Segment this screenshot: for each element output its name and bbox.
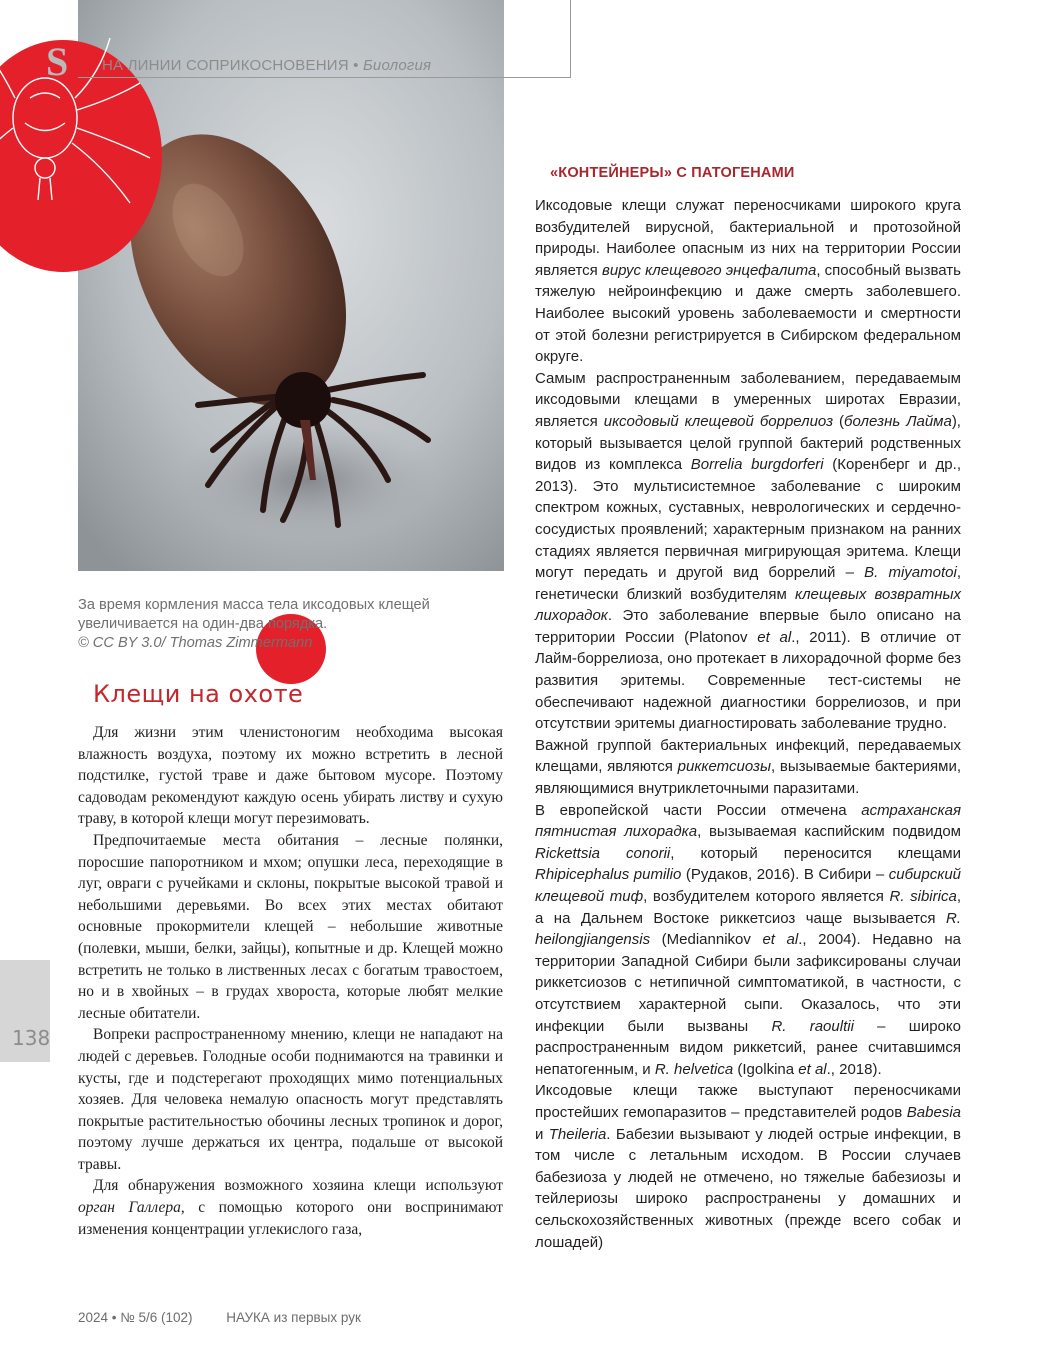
paragraph: [78, 722, 503, 830]
section-heading: Клещи на охоте: [93, 680, 304, 708]
caption-line: За время кормления масса тела иксодовых клещей: [78, 597, 430, 613]
section-logo: S: [46, 39, 69, 84]
text-run: (Igolkina: [733, 1060, 799, 1078]
text-run: , способный вызвать тяжелую нейроинфекцию и даже смерть заболевшего. Наиболее высокий уровень заболеваемости и смертности от этой болезни регистрируется в Сибирском федеральном округе.: [535, 261, 961, 366]
text-run: Для жизни этим членистоногим необходима высокая влажность воздуха, поэтому их можно встретить в лесной подстилке, густой траве и даже бытовом мусоре. Поэтому садоводам рекомендуют каждую осень убирать листву и сухую траву, в которой клещи могут перезимовать.: [78, 724, 503, 828]
italic-term: et al: [757, 628, 792, 646]
italic-term: иксодовый клещевой боррелиоз: [603, 412, 834, 430]
italic-term: R. raoultii: [771, 1017, 854, 1035]
rubric-section: Биология: [362, 57, 432, 74]
left-column-text: [78, 722, 503, 1240]
rubric-title: НА ЛИНИИ СОПРИКОСНОВЕНИЯ: [102, 57, 349, 74]
text-run: ., 2011). В отличие от Лайм-боррелиоза, оно протекает в лихорадочной форме без развития эритемы. Современные тест-системы не обеспечивают надежной диагностики боррелиозов, и при отсутствии эритемы диагностировать заболевание трудно.: [535, 628, 961, 733]
text-run: , возбудителем которого является: [643, 888, 890, 905]
rubric-bullet: •: [353, 57, 359, 74]
paragraph: [535, 800, 961, 1081]
text-run: Вопреки распространенному мнению, клещи не нападают на людей с деревьев. Голодные особи поднимаются на травинки и кусты, где и подстерегают проходящих мимо потенциальных хозяев. Для человека немалую опасность могут представлять покрытые растительностью обочины лесных тропинок и дорог, поэтому лучше держаться их центра, подальше от высокой травы.: [78, 1026, 503, 1173]
text-run: (Mediannikov: [650, 931, 763, 949]
paragraph: [78, 830, 503, 1024]
text-run: (: [833, 412, 845, 430]
text-run: – широко распространенным видом риккетсий, ранее считавшимся непатогенным, и: [535, 1017, 961, 1078]
paragraph: [78, 1024, 503, 1175]
photo-credit: © CC BY 3.0/ Thomas Zimmermann: [78, 635, 313, 651]
text-run: . Это заболевание впервые было описано на территории России (Platonov: [535, 607, 961, 646]
paragraph: [535, 1080, 961, 1253]
text-run: Предпочитаемые места обитания – лесные полянки, поросшие папоротником и мхом; опушки леса, переходящие в луг, овраги с ручейками и склоны, покрытые высокой травой и небольшими деревьями. Во всех этих местах обитают основные прокормители клещей – небольшие животные (полевки, мыши, белки, зайцы), копытные и др. Клещей можно встретить не только в лиственных лесах с богатым травостоем, но и в хвойных – в грудах хвороста, которые любят мелкие лесные обитатели.: [78, 831, 503, 1022]
italic-term: et al: [798, 1060, 827, 1078]
header-rubric: [102, 57, 431, 74]
paragraph: [78, 1175, 503, 1240]
footer-magazine: НАУКА из первых рук: [226, 1310, 361, 1325]
italic-term: B. miyamotoi: [864, 564, 957, 582]
paragraph: [535, 735, 961, 800]
italic-term: риккетсиозы: [677, 758, 772, 776]
italic-term: R. helvetica: [654, 1060, 734, 1078]
italic-term: Rickettsia conorii: [535, 844, 671, 862]
italic-term: болезнь Лайма: [844, 412, 952, 430]
text-run: В европейской части России отмечена: [535, 801, 862, 819]
text-run: , генетически близкий возбудителям: [535, 564, 961, 603]
italic-term: Rhipicephalus pumilio: [535, 866, 682, 884]
text-run: Для обнаружения возможного хозяина клещи используют: [93, 1177, 503, 1195]
text-run: Иксодовые клещи служат переносчиками широкого круга возбудителей вирусной, бактериальной и протозойной природы. Наиболее опасным из них на территории России является: [535, 197, 961, 279]
text-run: Важной группой бактериальных инфекций, передаваемых клещами, являются: [535, 736, 961, 776]
italic-term: R. heilongjiangensis: [535, 909, 961, 949]
caption-line: увеличивается на один-два порядка.: [78, 616, 328, 632]
text-run: и: [535, 1125, 549, 1143]
italic-term: Babesia: [906, 1103, 961, 1121]
page-number: 138: [12, 1026, 51, 1050]
text-run: ., 2018).: [826, 1060, 882, 1078]
italic-term: R. sibirica: [889, 888, 957, 905]
italic-term: орган Галлера: [78, 1199, 181, 1217]
footer-issue: 2024 • № 5/6 (102): [78, 1310, 193, 1325]
italic-term: астраханская пятнистая лихорадка: [535, 801, 961, 841]
paragraph: [535, 368, 961, 735]
text-run: , вызываемые бактериями, являющимися внутриклеточными паразитами.: [535, 758, 961, 798]
text-run: (Рудаков, 2016). В Сибири –: [681, 866, 889, 884]
text-run: , вызываемая каспийским подвидом: [697, 823, 961, 841]
italic-term: сибирский клещевой тиф: [535, 866, 961, 905]
italic-term: вирус клещевого энцефалита: [601, 261, 817, 279]
text-run: ., 2004). Недавно на территории Западной Сибири были зафиксированы случаи риккетсиозов с нетипичной симптоматикой, в частности, с отсутствием характерной сыпи. Оказалось, что эти инфекции были вызваны: [535, 931, 961, 1035]
text-run: ), который вызывается целой группой бактерий родственных видов из комплекса: [535, 412, 961, 474]
italic-term: et al: [762, 931, 799, 949]
text-run: Иксодовые клещи также выступают переносчиками простейших гемопаразитов – представителей родов: [535, 1082, 961, 1121]
text-run: (Коренберг и др., 2013). Это мультисистемное заболевание с широким спектром кожных, суставных, неврологических и сердечно-сосудистых проявлений; характерным признаком на ранних стадиях является первичная мигрирующая эритема. Клещи могут передать и другой вид боррелий –: [535, 456, 961, 582]
text-run: , а на Дальнем Востоке риккетсиоз чаще вызывается: [535, 888, 961, 927]
photo-caption: [78, 596, 508, 653]
text-run: Самым распространенным заболеванием, передаваемым иксодовыми клещами в умеренных широтах Евразии, является: [535, 369, 961, 430]
right-column-text: [535, 195, 961, 1253]
italic-term: Borrelia burgdorferi: [690, 456, 824, 474]
text-run: . Бабезии вызывают у людей острые инфекции, в том числе с летальным исходом. В России случаев бабезиоза у людей не отмечено, но тяжелые бабезиозы и тейлериозы широко распространены у домашних и сельскохозяйственных животных (прежде всего собак и лошадей): [535, 1125, 961, 1251]
text-run: , который переносится клещами: [670, 844, 962, 862]
subsection-heading: «КОНТЕЙНЕРЫ» С ПАТОГЕНАМИ: [550, 165, 795, 181]
text-run: , с помощью которого они воспринимают изменения концентрации углекислого газа,: [78, 1199, 503, 1238]
italic-term: Theileria: [548, 1125, 607, 1143]
italic-term: клещевых возвратных лихорадок: [535, 585, 961, 625]
paragraph: [535, 195, 961, 368]
footer: [78, 1310, 391, 1325]
